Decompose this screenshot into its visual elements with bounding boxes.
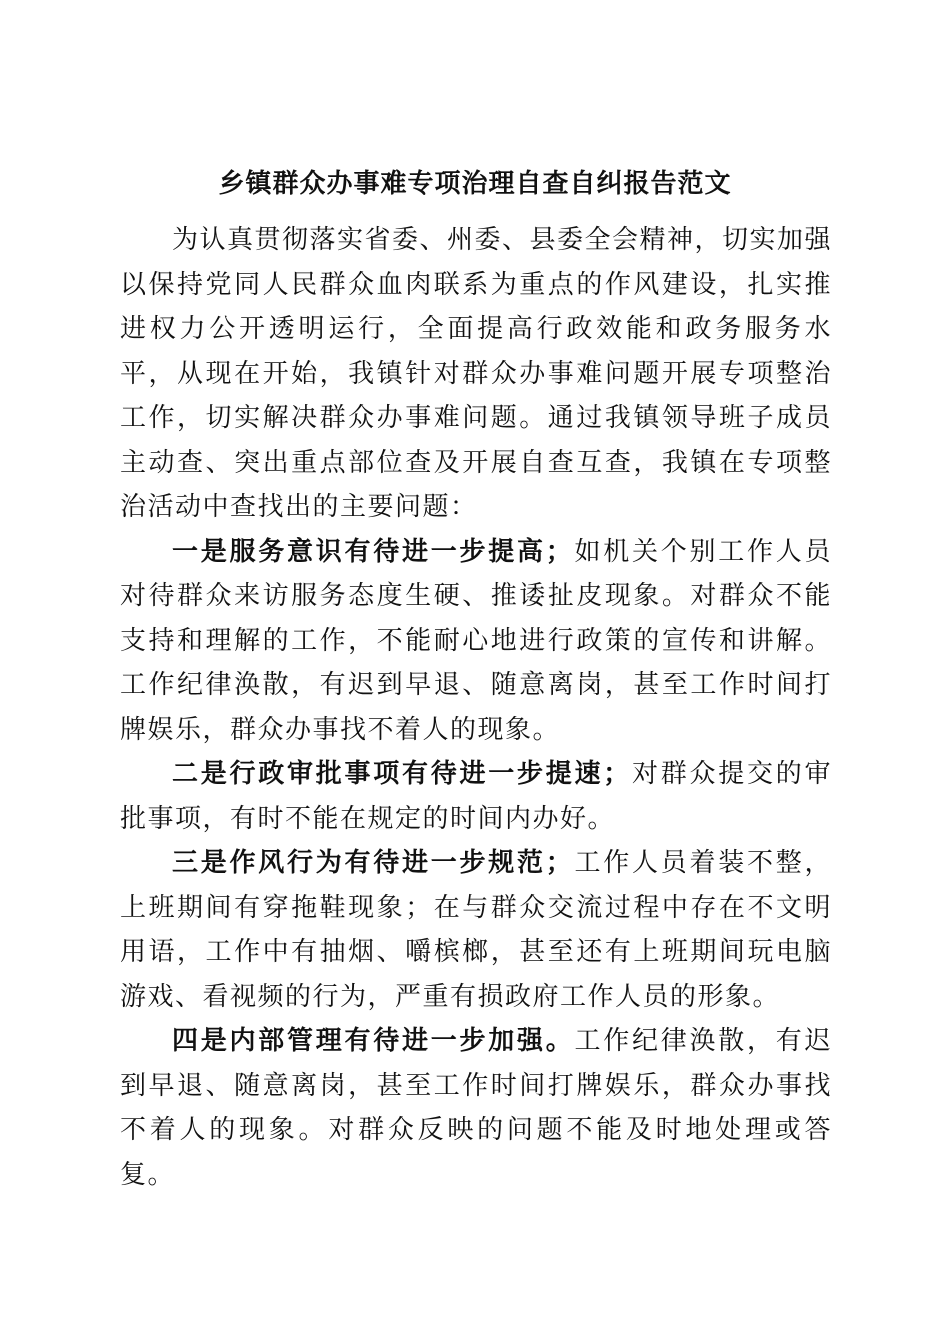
document-body: [120, 218, 832, 1197]
point-4-text: 工作纪律涣散，有迟到早退、随意离岗，甚至工作时间打牌娱乐，群众办事找不着人的现象。对群众反映的问题不能及时地处理或答复。: [120, 1026, 832, 1190]
intro-paragraph: 为认真贯彻落实省委、州委、县委全会精神，切实加强以保持党同人民群众血肉联系为重点的作风建设，扎实推进权力公开透明运行，全面提高行政效能和政务服务水平，从现在开始，我镇针对群众办事难问题开展专项整治工作，切实解决群众办事难问题。通过我镇领导班子成员主动查、突出重点部位查及开展自查互查，我镇在专项整治活动中查找出的主要问题：: [120, 225, 833, 522]
point-2-text: 对群众提交的审批事项，有时不能在规定的时间内办好。: [120, 759, 832, 834]
point-paragraph-3: [120, 841, 832, 1019]
point-3-lead: 三是作风行为有待进一步规范；: [172, 848, 574, 878]
point-1-lead: 一是服务意识有待进一步提高；: [172, 536, 574, 567]
point-4-lead: 四是内部管理有待进一步加强。: [172, 1026, 575, 1056]
point-2-lead: 二是行政审批事项有待进一步提速；: [172, 759, 631, 789]
point-3-text: 工作人员着装不整，上班期间有穿拖鞋现象；在与群众交流过程中存在不文明用语，工作中有抽烟、嚼槟榔，甚至还有上班期间玩电脑游戏、看视频的行为，严重有损政府工作人员的形象。: [120, 848, 832, 1012]
point-1-text: 如机关个别工作人员对待群众来访服务态度生硬、推诿扯皮现象。对群众不能支持和理解的工作，不能耐心地进行政策的宣传和讲解。工作纪律涣散，有迟到早退、随意离岗，甚至工作时间打牌娱乐，群众办事找不着人的现象。: [120, 536, 832, 745]
document-title: 乡镇群众办事难专项治理自查自纠报告范文: [218, 169, 732, 199]
point-paragraph-2: [120, 752, 832, 841]
point-paragraph-1: [120, 530, 832, 753]
point-paragraph-4: [120, 1019, 832, 1197]
